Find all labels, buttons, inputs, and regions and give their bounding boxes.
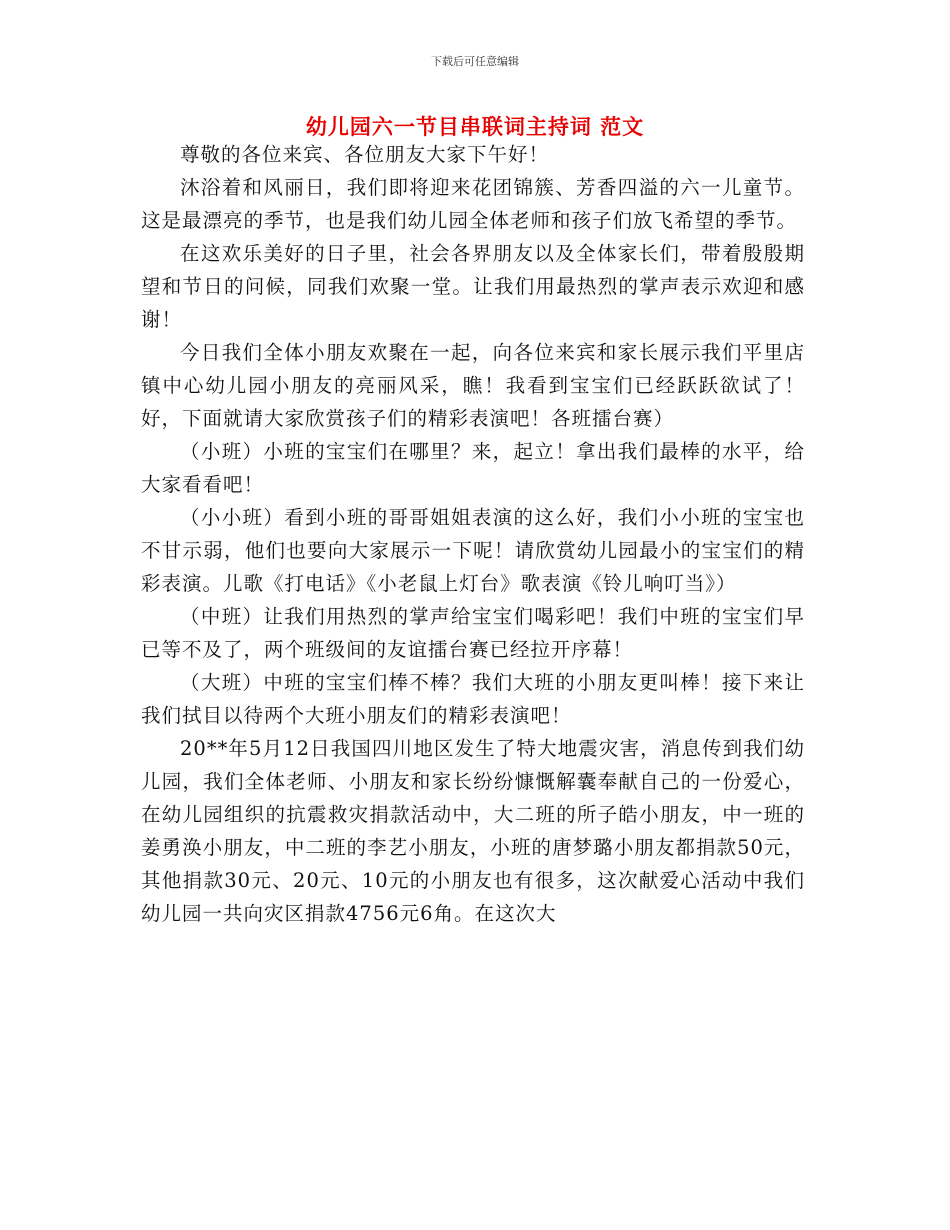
document-body bbox=[141, 138, 805, 930]
paragraph-youngest-class: （小小班）看到小班的哥哥姐姐表演的这么好，我们小小班的宝宝也不甘示弱，他们也要向大家展示一下呢！请欣赏幼儿园最小的宝宝们的精彩表演。儿歌《打电话》《小老鼠上灯台》歌表演《铃儿响叮当》） bbox=[141, 506, 805, 595]
paragraph-donation: 20**年5月12日我国四川地区发生了特大地震灾害，消息传到我们幼儿园，我们全体老师、小朋友和家长纷纷慷慨解囊奉献自己的一份爱心，在幼儿园组织的抗震救灾捐款活动中，大二班的所子皓小朋友，中一班的姜勇涣小朋友，中二班的李艺小朋友，小班的唐梦璐小朋友都捐款50元，其他捐款30元、20元、10元的小朋友也有很多，这次献爱心活动中我们幼儿园一共向灾区捐款4756元6角。在这次大 bbox=[141, 737, 805, 925]
paragraph-small-class: （小班）小班的宝宝们在哪里？来，起立！拿出我们最棒的水平，给大家看看吧！ bbox=[141, 440, 805, 496]
paragraph-greeting: 尊敬的各位来宾、各位朋友大家下午好！ bbox=[180, 143, 550, 166]
paragraph-showcase: 今日我们全体小朋友欢聚在一起，向各位来宾和家长展示我们平里店镇中心幼儿园小朋友的亮丽风采，瞧！我看到宝宝们已经跃跃欲试了！好，下面就请大家欣赏孩子们的精彩表演吧！各班擂台赛） bbox=[141, 341, 805, 430]
page-header-note: 下载后可任意编辑 bbox=[431, 55, 519, 68]
paragraph-welcome: 在这欢乐美好的日子里，社会各界朋友以及全体家长们，带着殷殷期望和节日的问候，同我们欢聚一堂。让我们用最热烈的掌声表示欢迎和感谢！ bbox=[141, 242, 805, 331]
paragraph-middle-class: （中班）让我们用热烈的掌声给宝宝们喝彩吧！我们中班的宝宝们早已等不及了，两个班级间的友谊擂台赛已经拉开序幕！ bbox=[141, 605, 805, 661]
paragraph-intro: 沐浴着和风丽日，我们即将迎来花团锦簇、芳香四溢的六一儿童节。这是最漂亮的季节，也是我们幼儿园全体老师和孩子们放飞希望的季节。 bbox=[141, 176, 805, 232]
paragraph-big-class: （大班）中班的宝宝们棒不棒？我们大班的小朋友更叫棒！接下来让我们拭目以待两个大班小朋友们的精彩表演吧！ bbox=[141, 671, 805, 727]
document-title: 幼儿园六一节目串联词主持词 范文 bbox=[305, 115, 645, 139]
